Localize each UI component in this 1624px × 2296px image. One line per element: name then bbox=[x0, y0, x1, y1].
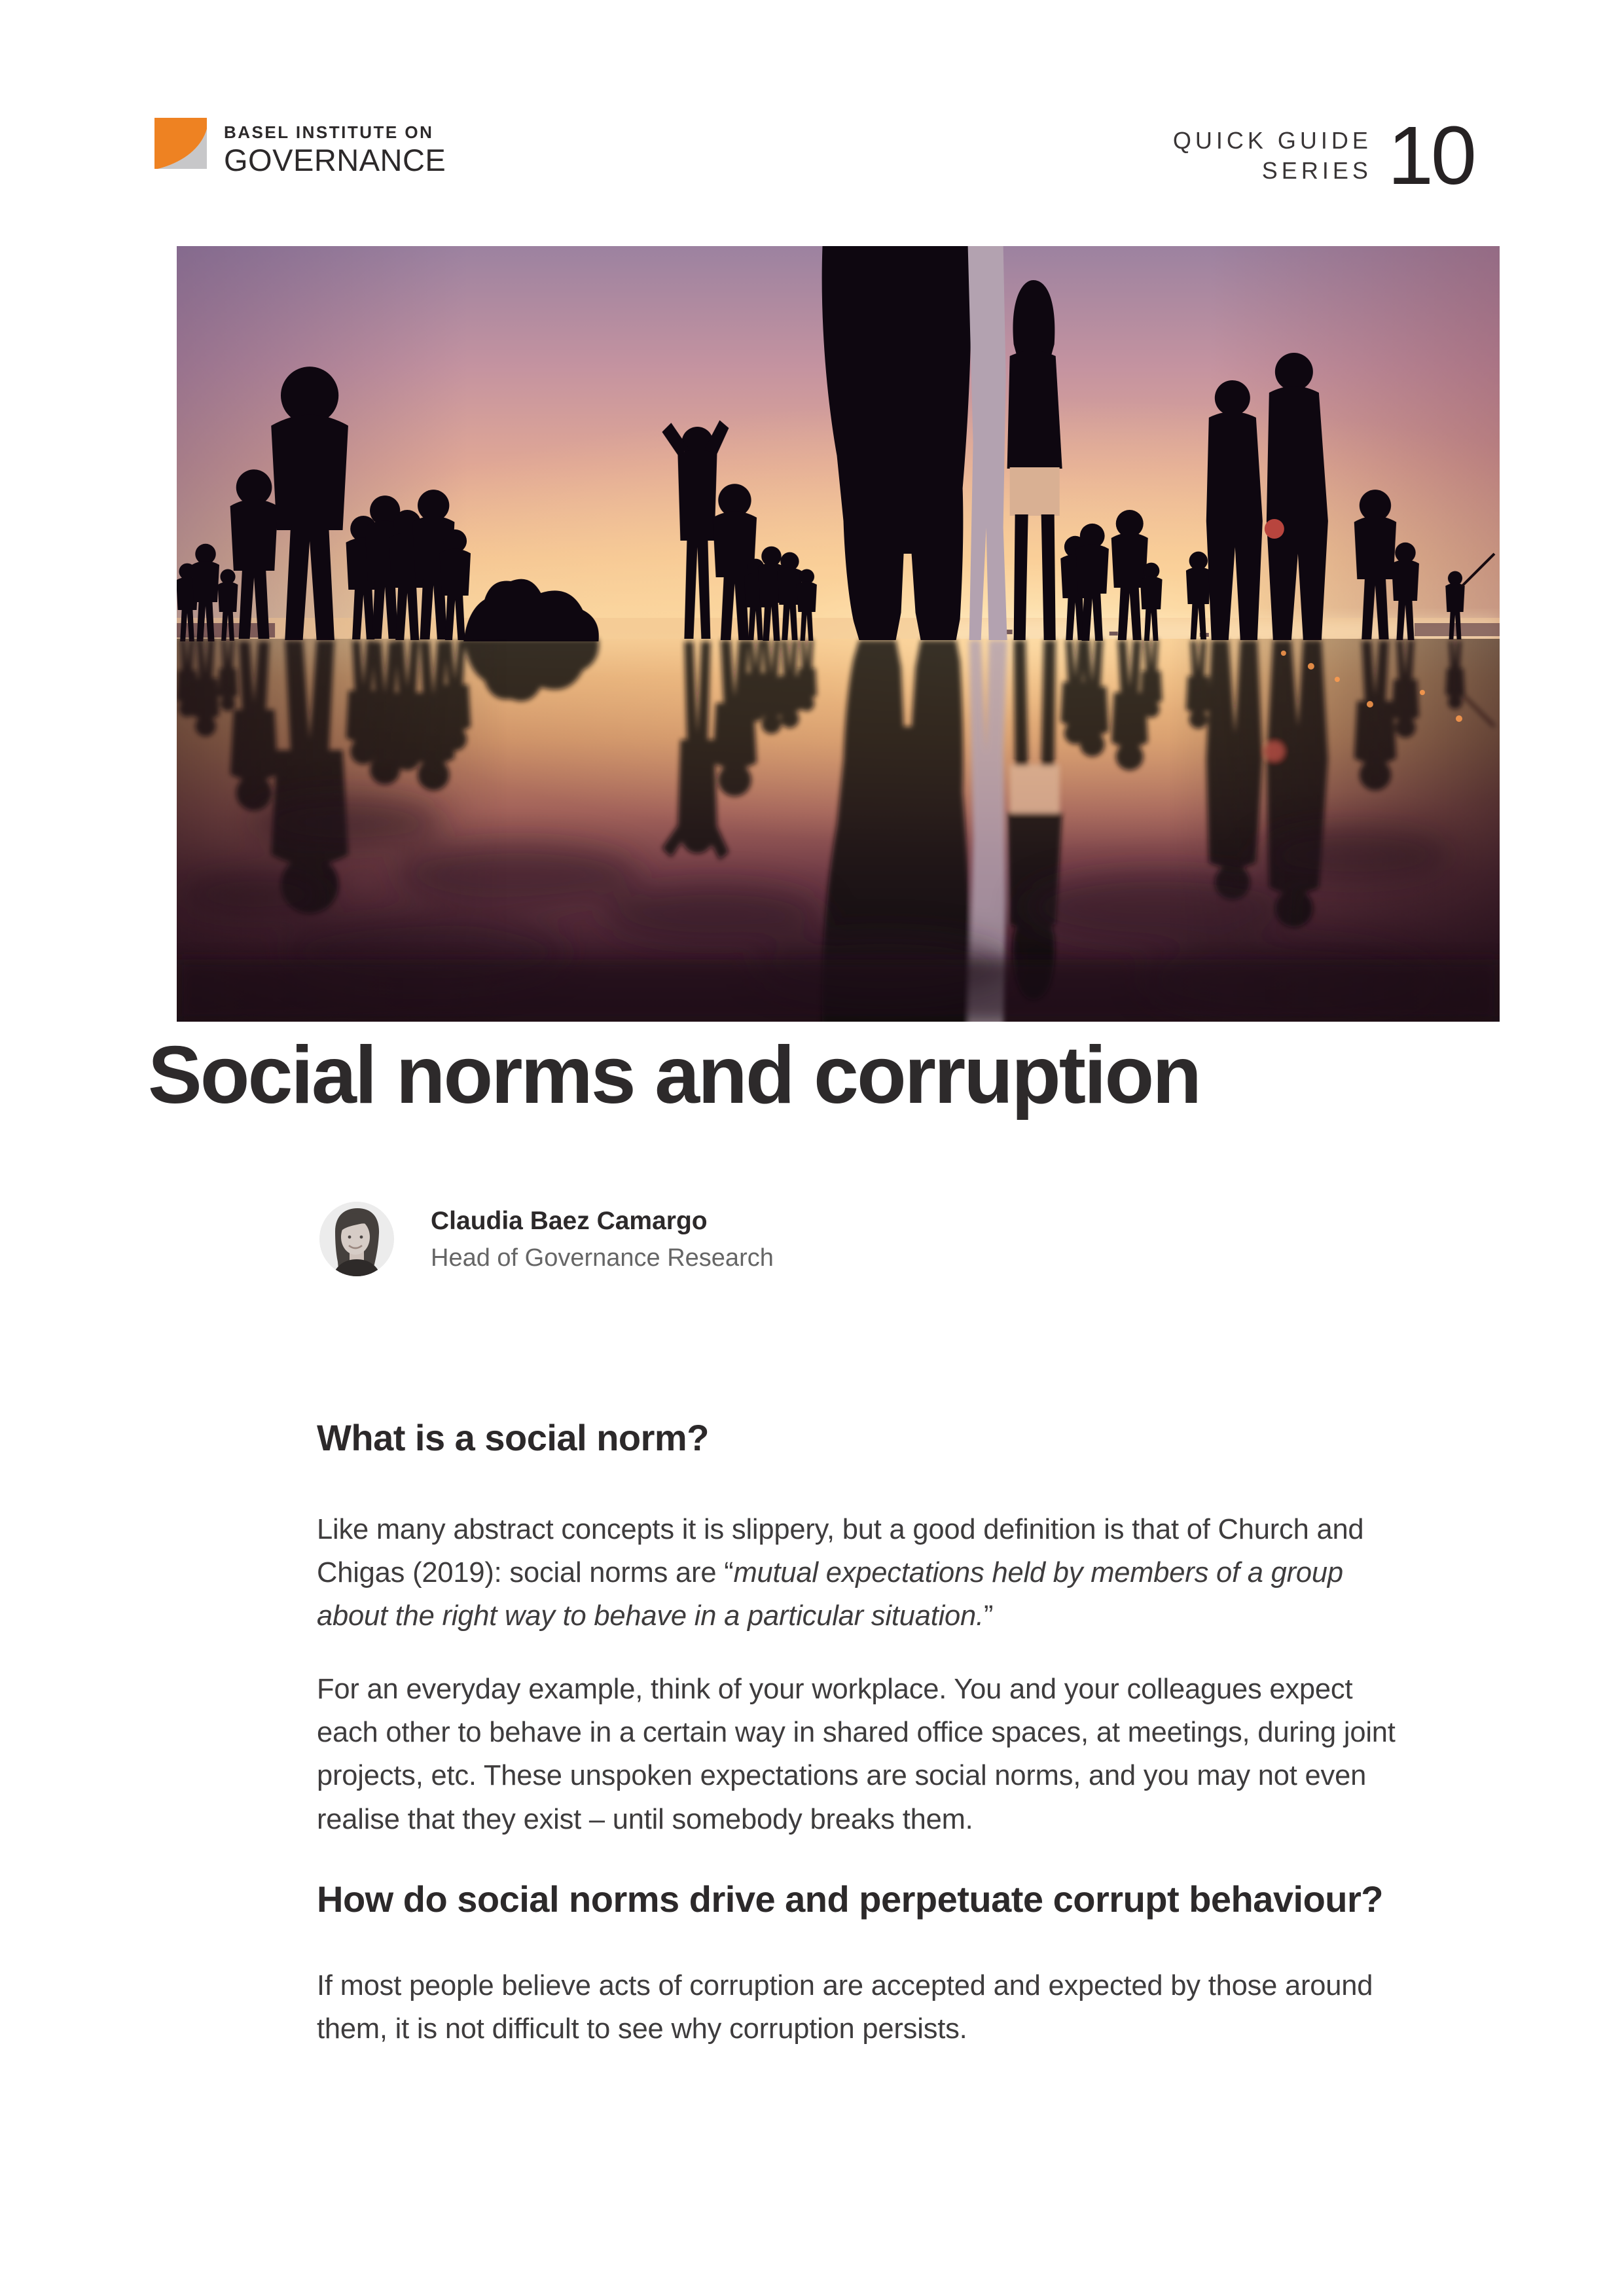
bottom-vignette bbox=[177, 960, 1500, 1022]
section-heading-what-is-a-social-norm: What is a social norm? bbox=[317, 1417, 709, 1458]
basel-logo-icon bbox=[154, 118, 207, 169]
series-label-line1: QUICK GUIDE bbox=[1172, 127, 1372, 154]
hero-photo-svg bbox=[177, 246, 1500, 1022]
brand-line2: GOVERNANCE bbox=[224, 143, 446, 177]
paragraph-text: Like many abstract concepts it is slippery, but a good definition is that of Church and Chigas (2019): social norms are “ bbox=[317, 1513, 1364, 1589]
author-portrait-icon bbox=[319, 1202, 394, 1276]
paragraph bbox=[317, 1508, 1397, 1638]
series-label-line2: SERIES bbox=[1261, 157, 1372, 185]
paragraph-text: If most people believe acts of corruption are accepted and expected by those around them, it is not difficult to see why corruption persists. bbox=[317, 1969, 1373, 2045]
masthead bbox=[154, 109, 1474, 202]
hero-photo bbox=[177, 246, 1500, 1022]
author-block bbox=[319, 1202, 774, 1276]
series-label bbox=[1173, 118, 1372, 186]
author-avatar bbox=[319, 1202, 394, 1276]
article-body bbox=[317, 1414, 1397, 2081]
series-number: 10 bbox=[1387, 109, 1474, 202]
paragraph-text: For an everyday example, think of your workplace. You and your colleagues expect each other to behave in a certain way in shared office spaces, at meetings, during joint projects, etc. These unspoken expectations are social norms, and you may not even realise that they exist – until somebody breaks them. bbox=[317, 1674, 1396, 1835]
brand-text bbox=[224, 118, 446, 175]
author-text bbox=[431, 1208, 774, 1270]
section-heading-how-do-social-norms-drive: How do social norms drive and perpetuate corrupt behaviour? bbox=[317, 1878, 1384, 1920]
author-role: Head of Governance Research bbox=[431, 1244, 774, 1272]
paragraph-closing-quote: ” bbox=[983, 1600, 994, 1632]
paragraph-quote-italic: mutual expectations held by members of a group about the right way to behave in a particular situation. bbox=[317, 1557, 1343, 1632]
paragraph bbox=[317, 1964, 1397, 2051]
page-title: Social norms and corruption bbox=[148, 1030, 1200, 1121]
series-block bbox=[1172, 109, 1474, 202]
brand-line1: BASEL INSTITUTE ON bbox=[224, 122, 434, 142]
author-name: Claudia Baez Camargo bbox=[431, 1206, 708, 1235]
paragraph bbox=[317, 1668, 1397, 1840]
brand-logo bbox=[154, 118, 446, 175]
